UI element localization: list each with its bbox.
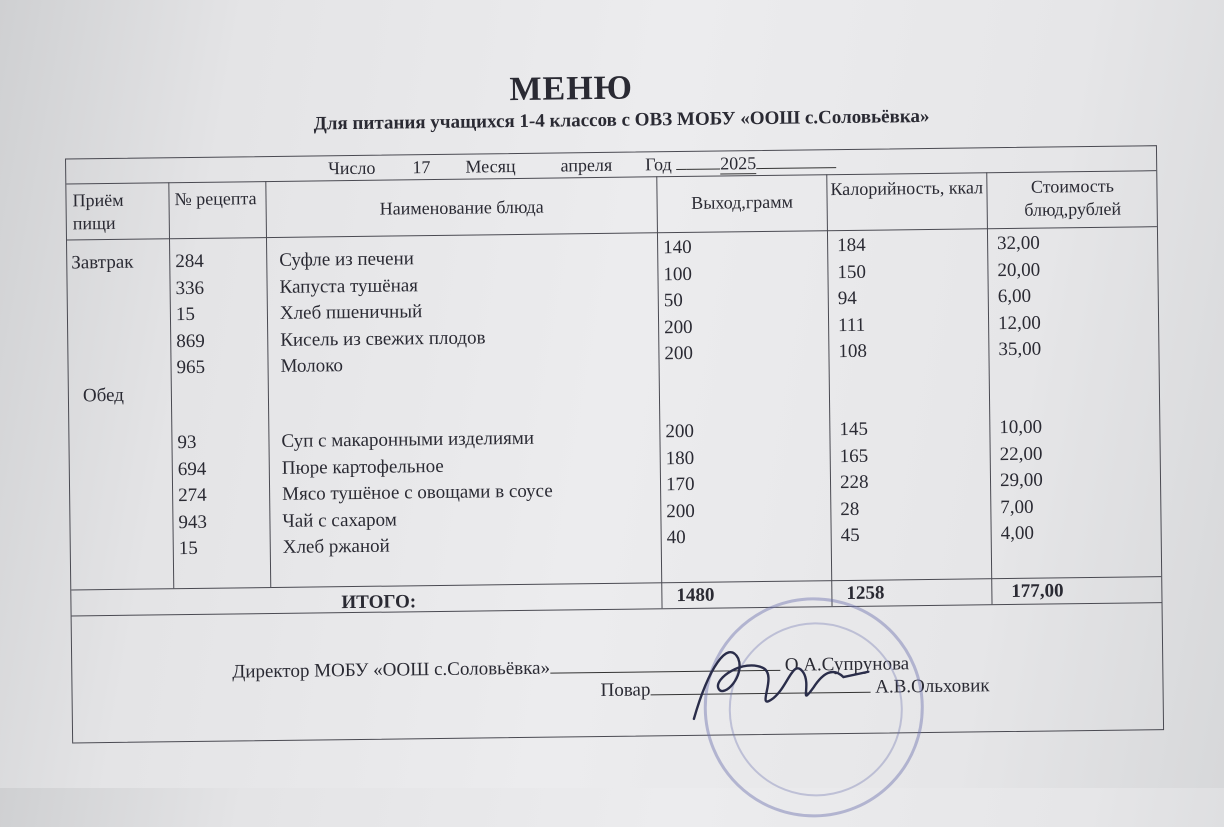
weight-value: 200 (663, 316, 693, 338)
dish-name: Пюре картофельное (281, 455, 444, 479)
breakfast-recipes (175, 252, 205, 385)
kcal-value: 108 (838, 340, 868, 363)
director-name: О.А.Супрунова (784, 653, 910, 676)
lunch-costs (999, 418, 1043, 551)
breakfast-weights (663, 238, 693, 371)
kcal-value: 94 (837, 287, 857, 310)
dish-name: Хлеб пшеничный (279, 301, 423, 324)
kcal-value: 45 (840, 524, 860, 547)
weight-value: 40 (666, 526, 686, 549)
weight-value: 100 (663, 263, 693, 285)
kcal-value: 165 (839, 445, 869, 467)
cost-value: 22,00 (999, 443, 1043, 465)
weight-value: 200 (665, 420, 695, 443)
day-value: 17 (412, 157, 431, 178)
col-divider (265, 181, 271, 587)
weight-value: 50 (663, 289, 683, 312)
dish-name: Чай с сахаром (282, 508, 397, 532)
date-row (328, 153, 836, 177)
total-cost: 177,00 (1011, 580, 1064, 602)
recipe-number: 336 (175, 277, 205, 299)
dish-name: Кисель из свежих плодов (280, 326, 486, 351)
recipe-number: 965 (176, 356, 206, 379)
day-label: Число (328, 157, 376, 179)
col-divider (168, 182, 174, 588)
cost-value: 10,00 (999, 416, 1043, 439)
cost-value: 20,00 (997, 259, 1041, 281)
meal-lunch: Обед (82, 384, 125, 407)
breakfast-kcal (837, 236, 867, 369)
director-label: Директор МОБУ «ООШ с.Соловьёвка» (232, 657, 551, 683)
weight-value: 200 (664, 342, 694, 365)
recipe-number: 15 (175, 303, 196, 326)
lunch-recipes (177, 433, 207, 566)
header-cost: Стоимость блюд,рублей (1024, 175, 1122, 220)
kcal-value: 28 (840, 498, 860, 520)
lunch-kcal (839, 420, 869, 553)
dish-name: Суп с макаронными изделиями (281, 427, 535, 452)
recipe-number: 274 (178, 484, 207, 507)
weight-value: 180 (665, 447, 695, 469)
kcal-value: 150 (837, 261, 867, 283)
weight-value: 170 (665, 473, 695, 496)
dish-name: Молоко (280, 355, 344, 377)
page-subtitle: Для питания учащихся 1-4 классов с ОВЗ МОБУ «ООШ с.Соловьёвка» (313, 105, 930, 135)
col-divider (656, 176, 662, 608)
cost-value: 7,00 (1000, 496, 1034, 518)
year-label: Год (645, 154, 672, 175)
cost-value: 35,00 (998, 338, 1042, 361)
lunch-dishes (281, 429, 553, 565)
cook-name: А.В.Ольховик (875, 675, 990, 698)
cost-value: 4,00 (1000, 522, 1035, 545)
header-recipe: № рецепта (174, 188, 257, 210)
total-label: ИТОГО: (341, 591, 417, 614)
total-kcal: 1258 (846, 582, 885, 605)
menu-table (65, 145, 1164, 743)
row-divider (72, 602, 1162, 616)
col-divider (986, 172, 992, 604)
row-divider (71, 576, 1161, 590)
cost-value: 29,00 (999, 469, 1043, 492)
month-label: Месяц (465, 156, 516, 177)
header-meal: Приём пищи (72, 189, 124, 233)
page-title: МЕНЮ (509, 69, 634, 109)
row-divider (67, 226, 1157, 240)
dish-name: Капуста тушёная (279, 274, 419, 298)
weight-value: 200 (666, 500, 695, 522)
cost-value: 12,00 (997, 312, 1041, 334)
cost-value: 32,00 (996, 232, 1040, 255)
recipe-number: 869 (176, 330, 205, 352)
weight-value: 140 (663, 236, 692, 259)
dish-name: Хлеб ржаной (282, 535, 390, 558)
header-calories: Калорийность, ккал (830, 177, 984, 200)
breakfast-costs (997, 234, 1041, 367)
kcal-value: 111 (837, 314, 866, 336)
recipe-number: 15 (178, 537, 198, 560)
handwritten-signature (683, 627, 884, 729)
kcal-value: 145 (839, 418, 869, 441)
lunch-weights (665, 422, 695, 555)
meal-breakfast: Завтрак (71, 251, 134, 274)
recipe-number: 284 (175, 250, 204, 273)
col-divider (826, 174, 832, 606)
recipe-number: 694 (177, 458, 207, 480)
header-dish: Наименование блюда (379, 196, 544, 219)
dish-name: Мясо тушёное с овощами в соусе (282, 480, 553, 505)
header-weight: Выход,грамм (691, 191, 794, 213)
cook-label: Повар (600, 679, 651, 702)
year-value: 2025 (720, 153, 757, 174)
recipe-number: 93 (177, 431, 197, 454)
dish-name: Суфле из печени (279, 248, 414, 271)
total-weight: 1480 (676, 584, 715, 607)
kcal-value: 228 (839, 471, 869, 494)
breakfast-dishes (279, 248, 486, 383)
kcal-value: 184 (837, 234, 866, 257)
month-value: апреля (560, 154, 613, 176)
recipe-number: 943 (178, 511, 208, 533)
cost-value: 6,00 (997, 285, 1032, 308)
